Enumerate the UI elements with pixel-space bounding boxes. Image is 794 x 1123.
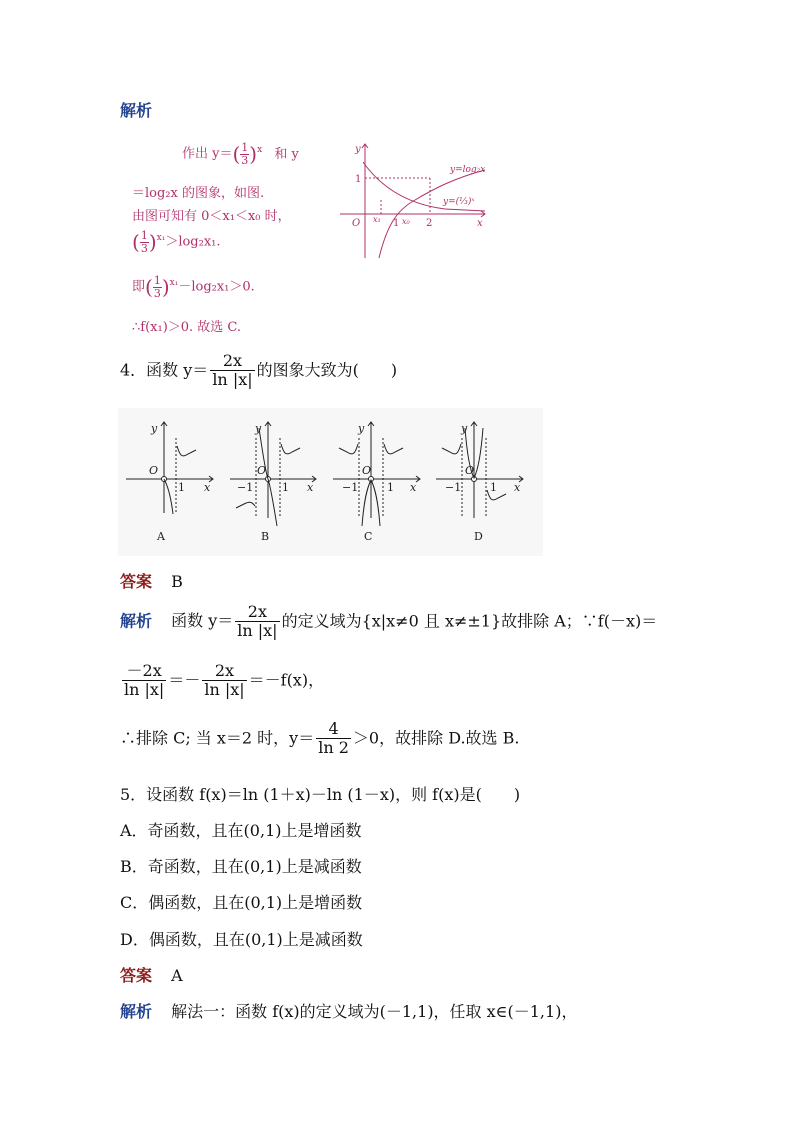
graph-d-minus-one: −1 [445,481,462,494]
graph-b-x: x [307,481,314,494]
option-graphs-svg [118,408,543,556]
graph1-one-y: 1 [355,174,362,185]
graph1-y-label: y [355,144,361,155]
analysis-heading: 解析 [120,101,153,120]
graph-c-x: x [410,481,417,494]
graph1-x-label: x [477,218,483,229]
analysis-line-4: ( $\frac{1}{3}$ )$^{x_1}$＞log₂x₁. [132,229,221,255]
graph-c-y: y [358,422,365,435]
question-5-option-a: A．奇函数，且在(0,1)上是增函数 [120,821,362,840]
analysis-line-3: 由图可知有 0＜x₁＜x₀ 时， [132,209,291,224]
question-5-option-d: D．偶函数，且在(0,1)上是减函数 [120,930,363,949]
graph-a-o: O [149,464,159,477]
solution-4-line-3: ∴排除 C; 当 x＝2 时，y＝ $\frac{4}{\ln 2}$ ＞0，故排除 D.故选 B. [120,719,520,758]
answer-5 [120,963,183,986]
graph-c [333,422,420,526]
answer-4-label: 答案 [120,572,153,591]
graph1-x1: x₁ [373,215,381,224]
graph-d-one: 1 [490,481,497,494]
graph-b-one: 1 [282,481,289,494]
analysis-line-1: 作出 y＝( $\frac{1}{3}$ )$^x$ 和 y [182,141,299,167]
solution-5: 解析 解法一：函数 f(x)的定义域为(－1,1)，任取 x∈(－1,1)， [120,1002,578,1021]
graph-d-y: y [461,422,468,435]
answer-4 [120,569,183,592]
question-5-option-b: B．奇函数，且在(0,1)上是减函数 [120,857,362,876]
graph-a-label: A [157,530,165,543]
graph-b-y: y [255,422,262,435]
graph1-two: 2 [426,218,433,229]
solution-4-line-1: 解析 函数 y＝ $\frac{2x}{\ln |x|}$ 的定义域为{x|x≠0 且 x≠±1}故排除 A；∵f(－x)＝ [120,602,658,641]
question-4: 4．函数 y＝ $\frac{2x}{\ln |x|}$ 的图象大致为( ) [120,351,398,390]
graph-c-minus-one: −1 [342,481,359,494]
graph1-one-x: 1 [393,218,400,229]
graph1-origin: O [352,218,361,229]
answer-5-label: 答案 [120,966,153,985]
graph-d [436,422,523,518]
analysis-line-5: 即( $\frac{1}{3}$ )$^{x_1}$－log₂x₁＞0. [132,274,255,300]
answer-4-value: B [171,572,183,591]
question-5-stem: 5．设函数 f(x)＝ln (1＋x)－ln (1－x)，则 f(x)是( ) [120,785,521,804]
graph-a [126,422,213,514]
graph-b-minus-one: −1 [237,481,254,494]
graph-b-o: O [257,464,267,477]
graph-d-label: D [474,530,483,543]
graph-a-x: x [204,481,211,494]
graph-c-one: 1 [387,481,394,494]
graph1-exp-label: y=(⅓)ˣ [443,197,475,207]
graph-a-y: y [151,422,158,435]
answer-5-value: A [171,966,183,985]
graph-c-label: C [364,530,373,543]
graph1-log-label: y=log₂x [450,165,486,175]
graph-d-x: x [514,481,521,494]
analysis-line-6: ∴f(x₁)＞0. 故选 C. [132,320,242,335]
graph-b-label: B [261,530,270,543]
question-5-option-c: C．偶函数，且在(0,1)上是增函数 [120,893,363,912]
graph-b [230,422,316,526]
solution-4-line-2: $\frac{-2x}{\ln |x|}$ ＝－ $\frac{2x}{\ln |x|}$ ＝－f(x)， [124,661,325,700]
graph-c-o: O [362,464,372,477]
log-exp-graph [335,140,500,260]
graph1-x0: x₀ [402,217,410,226]
graph-a-one: 1 [178,481,185,494]
option-graphs-panel [118,408,543,556]
graph-d-o: O [465,464,475,477]
analysis-line-2: ＝log₂x 的图象，如图. [132,186,265,201]
